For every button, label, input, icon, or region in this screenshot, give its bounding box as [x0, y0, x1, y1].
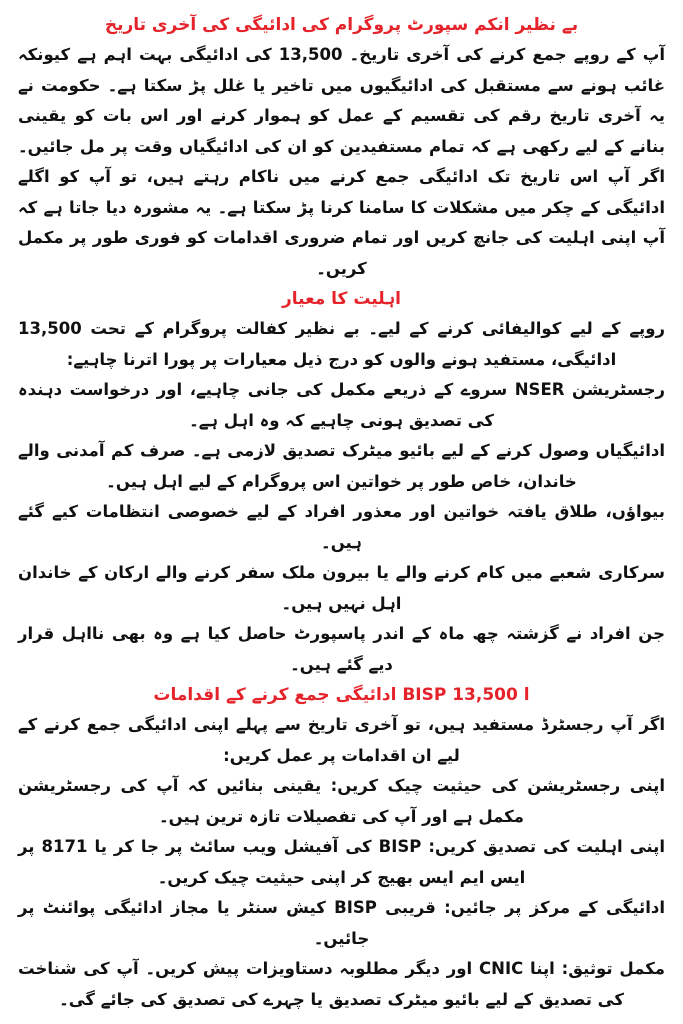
eligibility-intro: روپے کے لیے کوالیفائی کرنے کے لیے۔ بے نظیر کفالت پروگرام کے تحت 13,500 ادائیگی، مستفید ہونے والوں کو درج ذیل معیارات پر پورا اترنا چاہیے: — [18, 319, 665, 369]
steps-intro: اگر آپ رجسٹرڈ مستفید ہیں، تو آخری تاریخ سے پہلے اپنی ادائیگی جمع کرنے کے لیے ان اقدامات پر عمل کریں: — [18, 715, 665, 765]
steps-list — [18, 771, 665, 1015]
step-item: مکمل توثیق: اپنا CNIC اور دیگر مطلوبہ دستاویزات پیش کریں۔ آپ کی شناخت کی تصدیق کے لیے بائیو میٹرک تصدیق یا چہرے کی تصدیق کی جائے گی۔ — [18, 959, 665, 1009]
step-item: اپنی رجسٹریشن کی حیثیت چیک کریں: یقینی بنائیں کہ آپ کی رجسٹریشن مکمل ہے اور آپ کی تفصیلات تازہ ترین ہیں۔ — [18, 776, 665, 826]
steps-heading: ا BISP 13,500 ادائیگی جمع کرنے کے اقدامات — [153, 685, 530, 705]
step-item: اپنی اہلیت کی تصدیق کریں: BISP کی آفیشل ویب سائٹ پر جا کر یا 8171 پر ایس ایم ایس بھیج کر اپنی حیثیت چیک کریں۔ — [18, 837, 665, 887]
step-item: ادائیگی کے مرکز پر جائیں: قریبی BISP کیش سنٹر یا مجاز ادائیگی پوائنٹ پر جائیں۔ — [18, 898, 666, 948]
eligibility-heading: اہلیت کا معیار — [282, 289, 401, 309]
eligibility-criteria-list — [18, 375, 665, 680]
criteria-item: جن افراد نے گزشتہ چھ ماہ کے اندر پاسپورٹ حاصل کیا ہے وہ بھی نااہل قرار دیے گئے ہیں۔ — [18, 624, 665, 674]
article-title: بے نظیر انکم سپورٹ پروگرام کی ادائیگی کی آخری تاریخ — [104, 15, 579, 35]
criteria-item: بیواؤں، طلاق یافتہ خواتین اور معذور افراد کے لیے خصوصی انتظامات کیے گئے ہیں۔ — [18, 502, 665, 552]
criteria-item: ادائیگیاں وصول کرنے کے لیے بائیو میٹرک تصدیق لازمی ہے۔ صرف کم آمدنی والے خاندان، خاص طور پر خواتین اس پروگرام کے لیے اہل ہیں۔ — [18, 441, 665, 491]
intro-paragraph: آپ کے روپے جمع کرنے کی آخری تاریخ۔ 13,500 کی ادائیگی بہت اہم ہے کیونکہ غائب ہونے سے مستقبل کی ادائیگیوں میں تاخیر یا غلل پڑ سکتا ہے۔ حکومت نے یہ آخری تاریخ رقم کی تقسیم کے عمل کو ہموار کرنے اور اس بات کو یقینی بنانے کے لیے رکھی ہے کہ تمام مستفیدین کو ان کی ادائیگیاں وقت پر مل جائیں۔ اگر آپ اس تاریخ تک ادائیگی جمع کرنے میں ناکام رہتے ہیں، تو آپ کو اگلے ادائیگی کے چکر میں مشکلات کا سامنا کرنا پڑ سکتا ہے۔ یہ مشورہ دیا جاتا ہے کہ آپ اپنی اہلیت کی جانچ کریں اور تمام ضروری اقدامات کو فوری طور پر مکمل کریں۔ — [18, 45, 665, 278]
criteria-item: رجسٹریشن NSER سروے کے ذریعے مکمل کی جانی چاہیے، اور درخواست دہندہ کی تصدیق ہونی چاہیے کہ وہ اہل ہے۔ — [18, 380, 665, 430]
criteria-item: سرکاری شعبے میں کام کرنے والے یا بیرون ملک سفر کرنے والے ارکان کے خاندان اہل نہیں ہیں۔ — [18, 563, 665, 613]
